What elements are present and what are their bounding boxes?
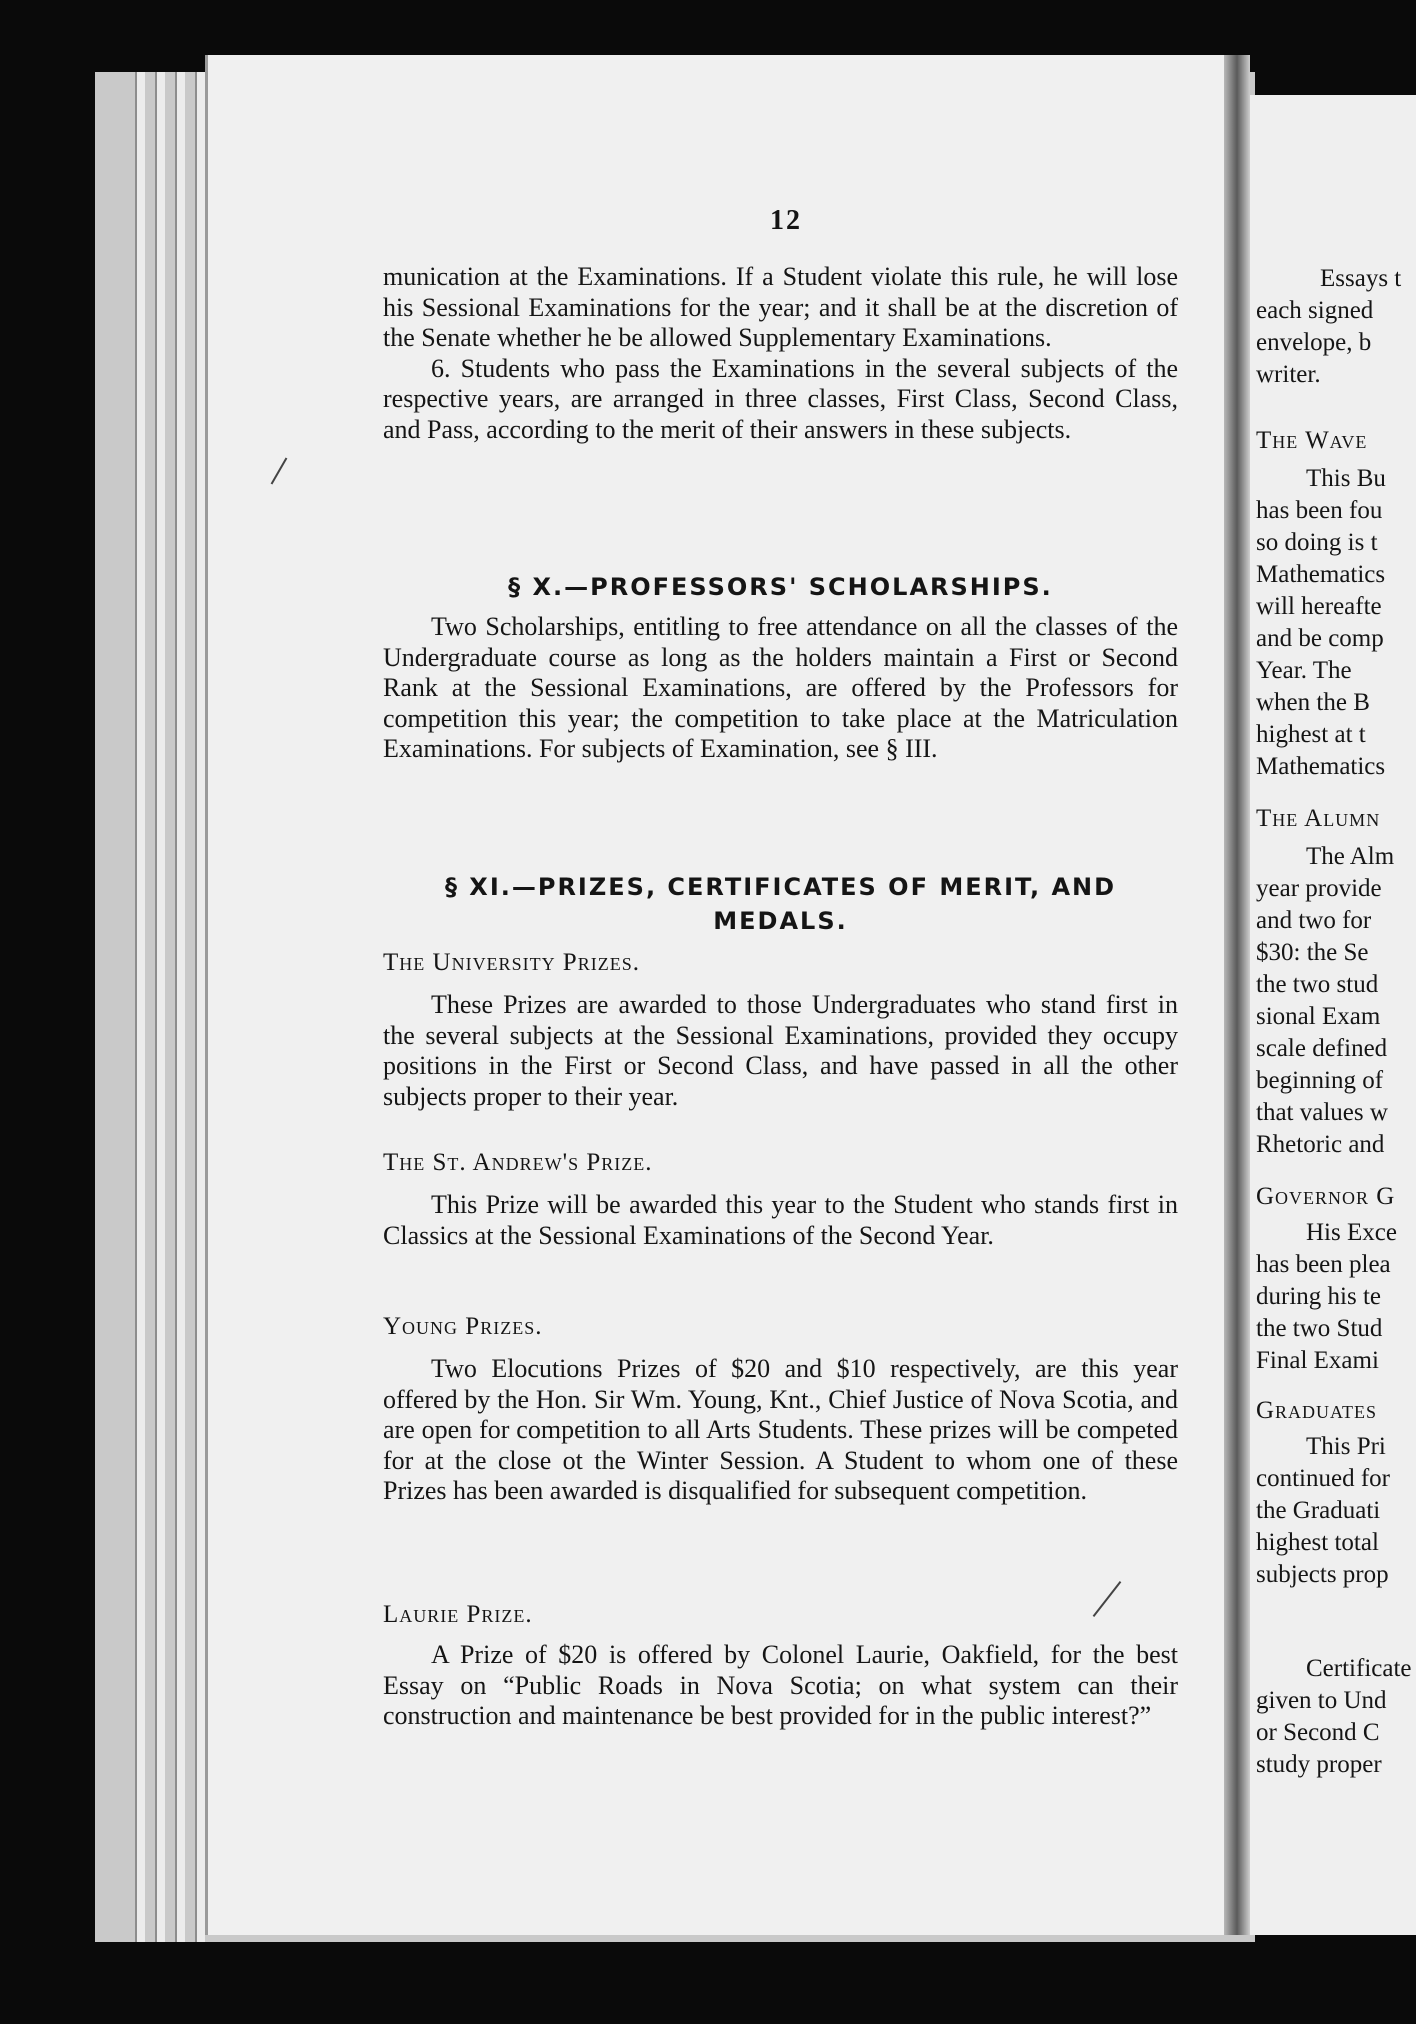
book-gutter: [1224, 55, 1250, 1935]
section-heading-x: § X.—PROFESSORS' SCHOLARSHIPS.: [508, 573, 1053, 601]
paragraph-text: Two Scholarships, entitling to free attendance on all the classes of the Undergraduate course as long as the holders maintain a First or Second Rank at the Sessional Examinations, are offered by the Professors for competition this year; the competition to take place at the Matriculation Examinations. For subjects of Examination, see § III.: [383, 612, 1178, 763]
section-x-text: [383, 612, 1178, 765]
line: each signed: [1256, 297, 1374, 324]
line: highest at t: [1256, 721, 1366, 748]
line: highest total: [1256, 1529, 1379, 1556]
page-edge: [155, 72, 165, 1942]
line: and two for: [1256, 907, 1372, 934]
line: Graduates: [1256, 1397, 1378, 1424]
paragraph-text: These Prizes are awarded to those Undergraduates who stand first in the several subjects at the Sessional Examinations, provided they occupy positions in the First or Second Class, and have passed in all the other subjects proper to their year.: [383, 990, 1178, 1111]
paragraph-text: munication at the Examinations. If a Student violate this rule, he will lose his Sessional Examinations for the year; and it shall be at the discretion of the Senate whether he be allowed Supplementary Examinations.: [383, 262, 1178, 352]
line: Certificate: [1306, 1655, 1412, 1682]
line: Rhetoric and: [1256, 1131, 1385, 1158]
line: The Alm: [1306, 843, 1395, 870]
paragraph-text: A Prize of $20 is offered by Colonel Laurie, Oakfield, for the best Essay on “Public Roads in Nova Scotia; on what system can their construction and maintenance be best provided for in the public interest?”: [383, 1640, 1178, 1730]
paragraph-text: This Prize will be awarded this year to the Student who stands first in Classics at the Sessional Examinations of the Second Year.: [383, 1190, 1178, 1250]
line: will hereafte: [1256, 593, 1382, 620]
page-number: 12: [770, 205, 802, 236]
line: or Second C: [1256, 1719, 1380, 1746]
line: envelope, b: [1256, 329, 1372, 356]
line: that values w: [1256, 1099, 1388, 1126]
line: subjects prop: [1256, 1561, 1389, 1588]
line: $30: the Se: [1256, 939, 1369, 966]
page-edge: [135, 72, 145, 1942]
line: writer.: [1256, 361, 1321, 388]
subheading-young-prizes: Young Prizes.: [383, 1313, 543, 1340]
subheading-laurie-prize: Laurie Prize.: [383, 1601, 533, 1628]
line: Year. The: [1256, 657, 1352, 684]
university-prizes-text: [383, 990, 1178, 1112]
line: has been plea: [1256, 1251, 1391, 1278]
line: during his te: [1256, 1283, 1381, 1310]
line: when the B: [1256, 689, 1370, 716]
line: has been fou: [1256, 497, 1383, 524]
line: The Alumn: [1256, 805, 1381, 832]
line: the Graduati: [1256, 1497, 1381, 1524]
line: and be comp: [1256, 625, 1384, 652]
line: given to Und: [1256, 1687, 1387, 1714]
line: This Pri: [1306, 1433, 1386, 1460]
line: Final Exami: [1256, 1347, 1379, 1374]
paragraph-text: Two Elocutions Prizes of $20 and $10 respectively, are this year offered by the Hon. Sir Wm. Young, Knt., Chief Justice of Nova Scotia, and are open for competition to all Arts Students. These prizes will be competed for at the close ot the Winter Session. A Student to whom one of these Prizes has been awarded is disqualified for subsequent competition.: [383, 1354, 1178, 1505]
line: the two stud: [1256, 971, 1379, 998]
line: This Bu: [1306, 465, 1386, 492]
subheading-st-andrews-prize: The St. Andrew's Prize.: [383, 1149, 653, 1176]
section-heading-xi: § XI.—PRIZES, CERTIFICATES OF MERIT, AND MEDALS.: [444, 873, 1117, 935]
line: The Wave: [1256, 427, 1368, 454]
line: sional Exam: [1256, 1003, 1381, 1030]
right-page: [1250, 95, 1416, 1935]
line: year provide: [1256, 875, 1382, 902]
line: scale defined: [1256, 1035, 1388, 1062]
st-andrews-prize-text: [383, 1190, 1178, 1251]
young-prizes-text: [383, 1354, 1178, 1507]
line: continued for: [1256, 1465, 1390, 1492]
line: the two Stud: [1256, 1315, 1383, 1342]
paragraph-rules: [383, 262, 1178, 445]
line: Governor G: [1256, 1183, 1396, 1210]
page-edge: [175, 72, 185, 1942]
line: Mathematics: [1256, 561, 1386, 588]
line: His Exce: [1306, 1219, 1397, 1246]
line: Mathematics: [1256, 753, 1386, 780]
line: beginning of: [1256, 1067, 1384, 1094]
line: so doing is t: [1256, 529, 1378, 556]
paragraph-text: 6. Students who pass the Examinations in the several subjects of the respective years, are arranged in three classes, First Class, Second Class, and Pass, according to the merit of their answers in these subjects.: [383, 353, 1178, 444]
line: Essays t: [1320, 265, 1402, 292]
page-edge: [195, 72, 205, 1942]
laurie-prize-text: [383, 1640, 1178, 1732]
subheading-university-prizes: The University Prizes.: [383, 949, 640, 976]
line: study proper: [1256, 1751, 1382, 1778]
